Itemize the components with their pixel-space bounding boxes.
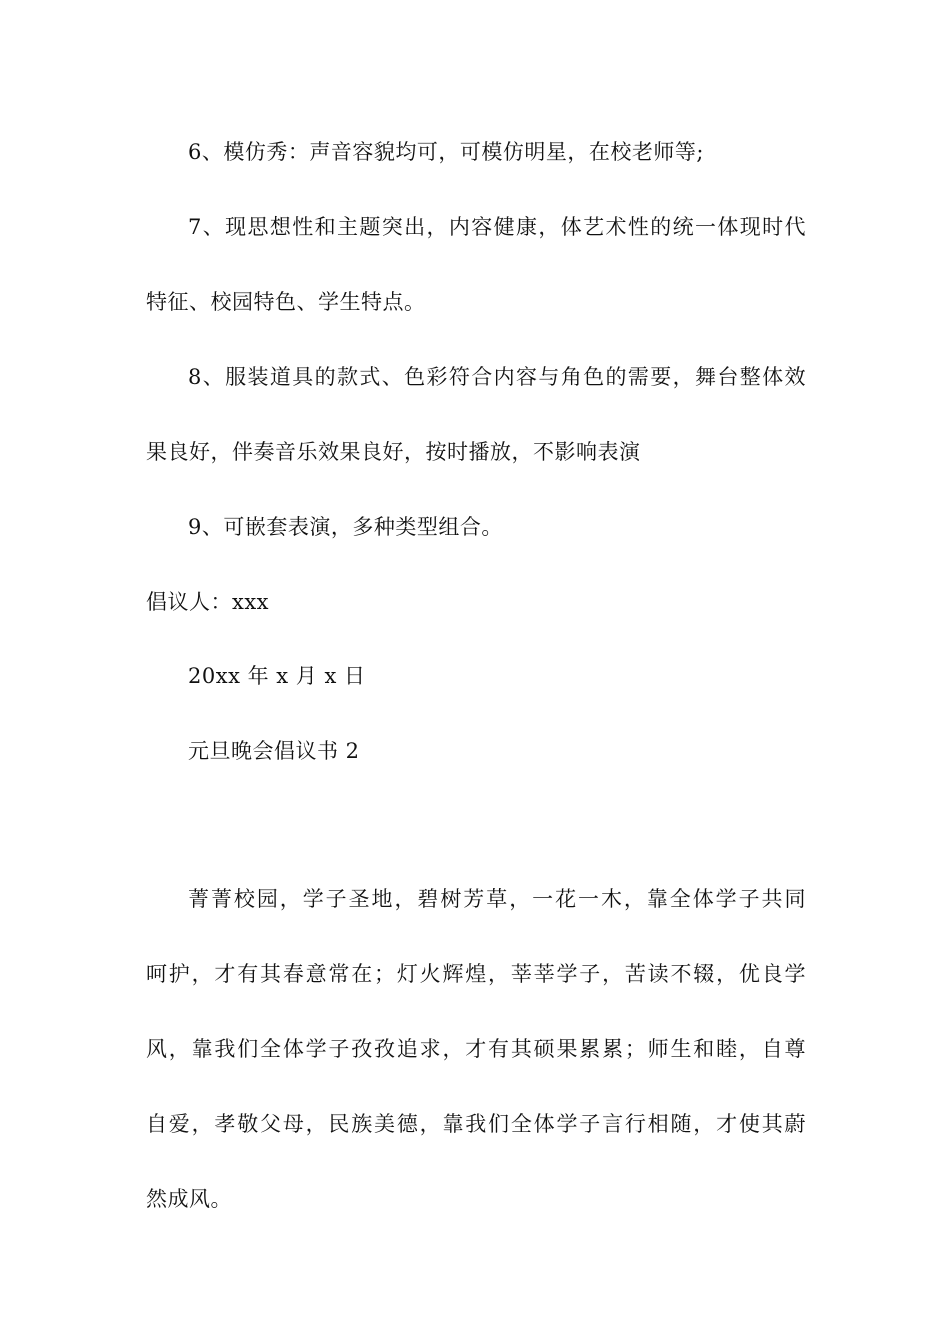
- proposer-line: 倡议人：xxx: [146, 590, 270, 614]
- paragraph-line-5: 然成风。: [146, 1187, 232, 1211]
- paragraph-line-3: 风，靠我们全体学子孜孜追求，才有其硕果累累；师生和睦，自尊: [146, 1037, 806, 1061]
- list-item-8-line-1: 8、服装道具的款式、色彩符合内容与角色的需要，舞台整体效: [188, 365, 806, 389]
- paragraph-line-1: 菁菁校园，学子圣地，碧树芳草，一花一木，靠全体学子共同: [188, 887, 806, 911]
- date-line: 20xx 年 x 月 x 日: [188, 664, 366, 688]
- list-item-8-line-2: 果良好，伴奏音乐效果良好，按时播放，不影响表演: [146, 440, 641, 464]
- paragraph-line-2: 呵护，才有其春意常在；灯火辉煌，莘莘学子，苦读不辍，优良学: [146, 962, 806, 986]
- section-title: 元旦晚会倡议书 2: [188, 739, 360, 763]
- list-item-9: 9、可嵌套表演，多种类型组合。: [188, 515, 503, 539]
- list-item-7-line-2: 特征、校园特色、学生特点。: [146, 290, 426, 314]
- list-item-7-line-1: 7、现思想性和主题突出，内容健康，体艺术性的统一体现时代: [188, 215, 806, 239]
- paragraph-line-4: 自爱，孝敬父母，民族美德，靠我们全体学子言行相随，才使其蔚: [146, 1112, 806, 1136]
- list-item-6: 6、模仿秀：声音容貌均可，可模仿明星，在校老师等;: [188, 140, 704, 164]
